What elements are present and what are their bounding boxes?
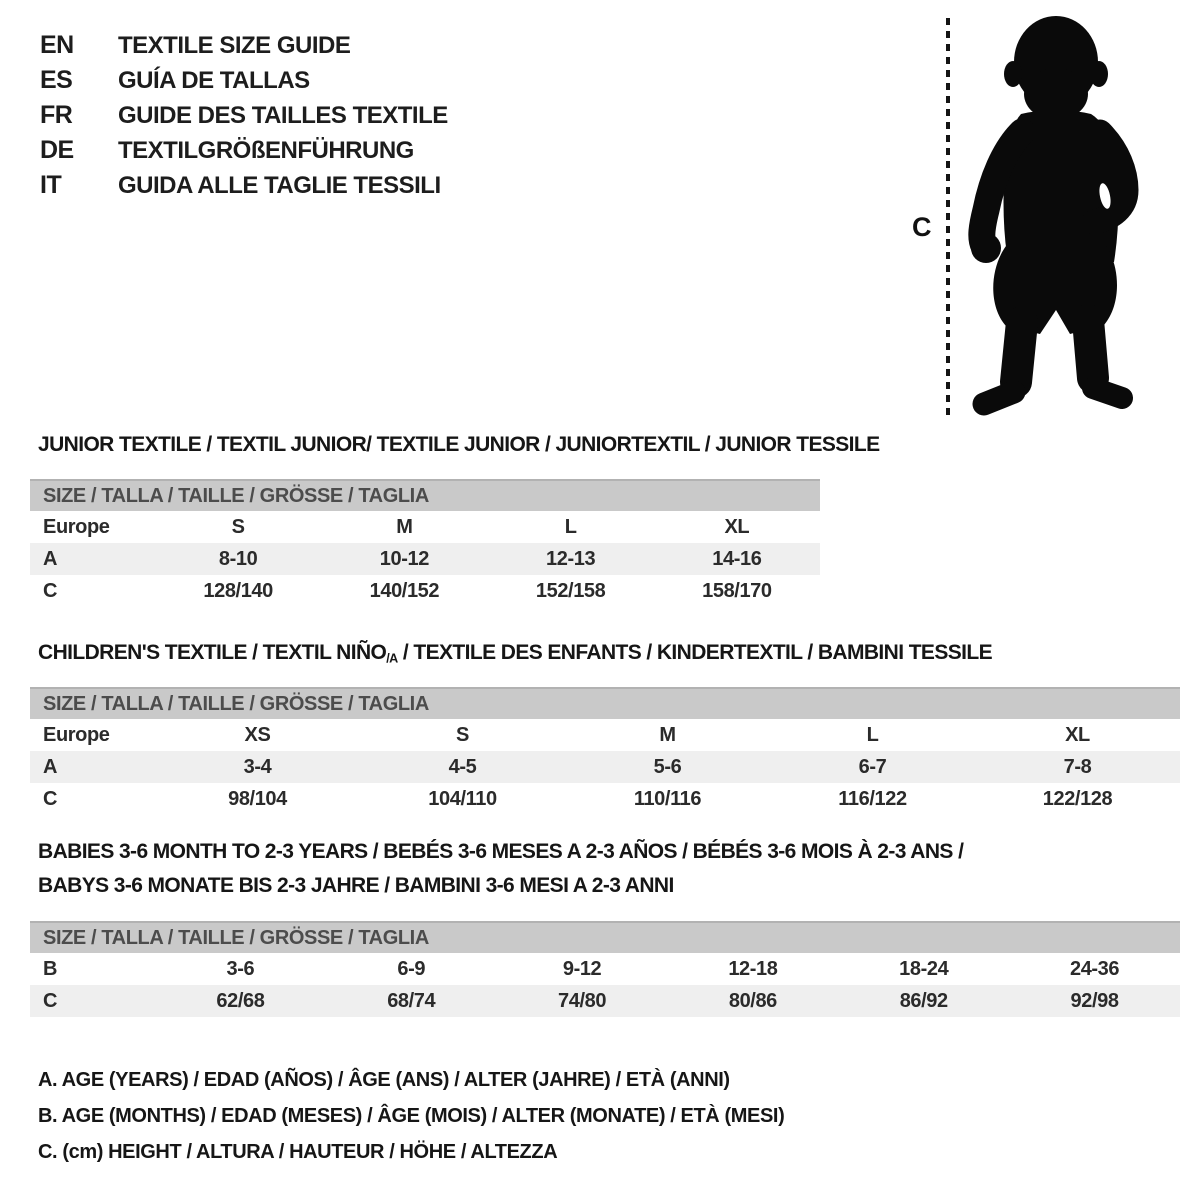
row-label: B xyxy=(43,957,58,980)
table-cell: 92/98 xyxy=(1070,989,1119,1012)
table-cell: 3-4 xyxy=(243,755,272,778)
table-row-c xyxy=(30,783,1180,815)
table-cell: 6-9 xyxy=(397,957,426,980)
legend-line-a: A. AGE (YEARS) / EDAD (AÑOS) / ÂGE (ANS) / ALTER (JAHRE) / ETÀ (ANNI) xyxy=(38,1069,730,1091)
table-cell: L xyxy=(564,515,577,538)
children-heading-main: CHILDREN'S TEXTILE / TEXTIL NIÑO xyxy=(38,641,387,664)
baby-silhouette xyxy=(966,10,1142,418)
table-cell: 80/86 xyxy=(728,989,777,1012)
children-heading-sub: /A xyxy=(386,651,398,666)
language-row xyxy=(40,98,448,133)
measure-label-c: C xyxy=(912,212,932,242)
language-row xyxy=(40,133,448,168)
size-table-header: SIZE / TALLA / TAILLE / GRÖSSE / TAGLIA xyxy=(30,921,1180,953)
table-cell: 9-12 xyxy=(562,957,602,980)
language-row xyxy=(40,28,448,63)
table-cell: 122/128 xyxy=(1042,787,1113,810)
table-cell: XL xyxy=(724,515,750,538)
babies-size-table xyxy=(30,921,1180,1017)
row-label: C xyxy=(43,787,58,810)
table-cell: 116/122 xyxy=(838,787,907,810)
table-cell: 10-12 xyxy=(379,547,429,570)
table-cell: 4-5 xyxy=(448,755,477,778)
legend-line-c: C. (cm) HEIGHT / ALTURA / HAUTEUR / HÖHE / ALTEZZA xyxy=(38,1141,558,1163)
row-label: C xyxy=(43,579,58,602)
language-code: DE xyxy=(40,136,74,164)
table-row-a xyxy=(30,751,1180,783)
language-row xyxy=(40,63,448,98)
language-code: FR xyxy=(40,101,73,129)
table-cell: XS xyxy=(244,723,271,746)
table-row-europe xyxy=(30,719,1180,751)
table-cell: 24-36 xyxy=(1069,957,1120,980)
table-cell: M xyxy=(396,515,413,538)
table-cell: S xyxy=(231,515,245,538)
language-code: ES xyxy=(40,66,73,94)
table-row-a xyxy=(30,543,820,575)
legend xyxy=(38,1062,784,1170)
table-cell: 62/68 xyxy=(216,989,265,1012)
row-label: Europe xyxy=(43,723,110,746)
language-title: GUIDA ALLE TAGLIE TESSILI xyxy=(118,171,441,199)
table-cell: L xyxy=(866,723,879,746)
babies-section-heading-line2: BABYS 3-6 MONATE BIS 2-3 JAHRE / BAMBINI 3-6 MESI A 2-3 ANNI xyxy=(38,874,674,897)
children-section-heading xyxy=(38,641,992,666)
language-code: IT xyxy=(40,171,62,199)
language-title: TEXTILE SIZE GUIDE xyxy=(118,31,351,59)
table-cell: 140/152 xyxy=(369,579,440,602)
table-row-c xyxy=(30,985,1180,1017)
language-title: GUÍA DE TALLAS xyxy=(118,66,310,94)
row-label: A xyxy=(43,547,58,570)
table-row-b xyxy=(30,953,1180,985)
table-cell: 128/140 xyxy=(203,579,273,602)
table-cell: 74/80 xyxy=(558,989,607,1012)
language-list xyxy=(40,28,448,203)
language-row xyxy=(40,168,448,203)
table-cell: M xyxy=(659,723,676,746)
table-cell: 7-8 xyxy=(1063,755,1092,778)
table-cell: S xyxy=(456,723,469,746)
row-label: C xyxy=(43,989,58,1012)
table-cell: 12-18 xyxy=(728,957,778,980)
table-cell: 8-10 xyxy=(218,547,258,570)
table-cell: 12-13 xyxy=(546,547,596,570)
table-cell: 6-7 xyxy=(858,755,887,778)
language-title: TEXTILGRÖßENFÜHRUNG xyxy=(118,136,414,164)
table-cell: 18-24 xyxy=(899,957,949,980)
row-label: A xyxy=(43,755,58,778)
junior-section-heading: JUNIOR TEXTILE / TEXTIL JUNIOR/ TEXTILE JUNIOR / JUNIORTEXTIL / JUNIOR TESSILE xyxy=(38,433,880,456)
table-cell: 68/74 xyxy=(387,989,436,1012)
language-title: GUIDE DES TAILLES TEXTILE xyxy=(118,101,448,129)
table-row-c xyxy=(30,575,820,607)
children-size-table xyxy=(30,687,1180,815)
table-cell: 3-6 xyxy=(226,957,255,980)
size-table-header: SIZE / TALLA / TAILLE / GRÖSSE / TAGLIA xyxy=(30,687,1180,719)
table-cell: 5-6 xyxy=(653,755,682,778)
size-table-header: SIZE / TALLA / TAILLE / GRÖSSE / TAGLIA xyxy=(30,479,820,511)
table-cell: 158/170 xyxy=(702,579,772,602)
table-row-europe xyxy=(30,511,820,543)
junior-size-table xyxy=(30,479,820,607)
table-cell: 104/110 xyxy=(428,787,497,810)
language-code: EN xyxy=(40,31,74,59)
babies-section-heading-line1: BABIES 3-6 MONTH TO 2-3 YEARS / BEBÉS 3-6 MESES A 2-3 AÑOS / BÉBÉS 3-6 MOIS À 2-3 ANS / xyxy=(38,840,964,863)
table-cell: 86/92 xyxy=(899,989,948,1012)
children-heading-rest: / TEXTILE DES ENFANTS / KINDERTEXTIL / BAMBINI TESSILE xyxy=(397,641,993,664)
row-label: Europe xyxy=(43,515,110,538)
table-cell: 152/158 xyxy=(535,579,606,602)
table-cell: 110/116 xyxy=(633,787,702,810)
table-cell: 14-16 xyxy=(712,547,762,570)
table-cell: XL xyxy=(1065,723,1090,746)
table-cell: 98/104 xyxy=(228,787,287,810)
legend-line-b: B. AGE (MONTHS) / EDAD (MESES) / ÂGE (MOIS) / ALTER (MONATE) / ETÀ (MESI) xyxy=(38,1105,785,1127)
height-measure-dashed-line xyxy=(944,16,952,418)
